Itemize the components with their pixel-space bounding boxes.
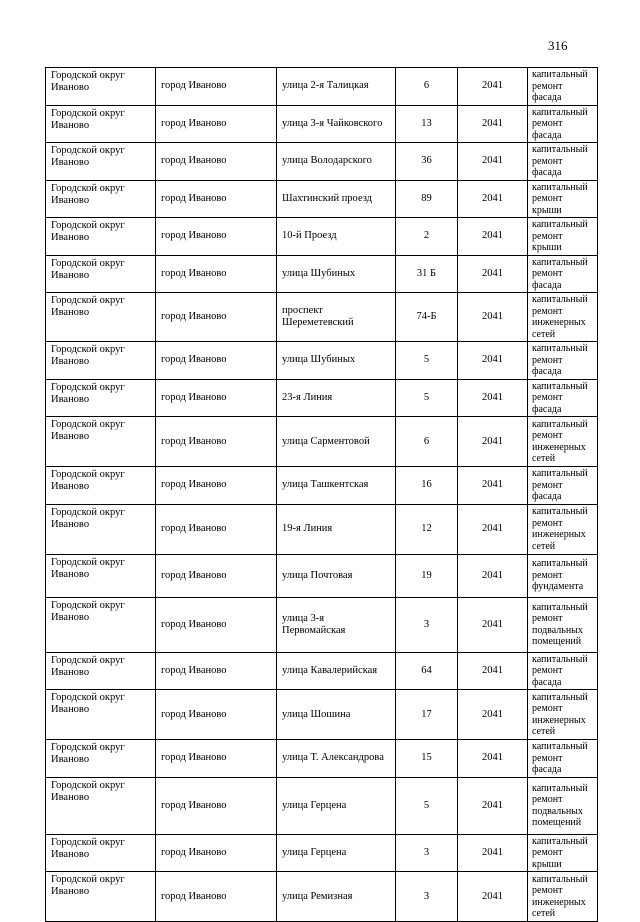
district-cell: Городской округ Иваново: [46, 143, 156, 181]
house-number-cell: 89: [396, 180, 458, 218]
work-type-cell: капитальный ремонт фасада: [528, 740, 598, 778]
district-cell: Городской округ Иваново: [46, 68, 156, 106]
work-type-cell: капитальный ремонт подвальных помещений: [528, 777, 598, 834]
city-cell: город Иваново: [156, 467, 277, 505]
year-cell: 2041: [458, 467, 528, 505]
street-cell: Шахтинский проезд: [277, 180, 396, 218]
work-type-cell: капитальный ремонт фасада: [528, 652, 598, 690]
district-cell: Городской округ Иваново: [46, 255, 156, 293]
district-cell: Городской округ Иваново: [46, 105, 156, 143]
house-number-cell: 74-Б: [396, 293, 458, 342]
district-cell: Городской округ Иваново: [46, 872, 156, 922]
work-type-cell: капитальный ремонт крыши: [528, 180, 598, 218]
table-row: [46, 554, 598, 597]
year-cell: 2041: [458, 379, 528, 417]
district-cell: Городской округ Иваново: [46, 293, 156, 342]
table-row: [46, 105, 598, 143]
house-number-cell: 3: [396, 872, 458, 922]
table-row: [46, 342, 598, 380]
work-type-cell: капитальный ремонт инженерных сетей: [528, 293, 598, 342]
street-cell: улица 2-я Талицкая: [277, 68, 396, 106]
street-cell: улица Ташкентская: [277, 467, 396, 505]
city-cell: город Иваново: [156, 652, 277, 690]
city-cell: город Иваново: [156, 255, 277, 293]
page-number: 316: [548, 38, 568, 53]
year-cell: 2041: [458, 255, 528, 293]
district-cell: Городской округ Иваново: [46, 379, 156, 417]
year-cell: 2041: [458, 872, 528, 922]
city-cell: город Иваново: [156, 143, 277, 181]
table-row: [46, 180, 598, 218]
work-type-cell: капитальный ремонт инженерных сетей: [528, 504, 598, 554]
year-cell: 2041: [458, 342, 528, 380]
street-cell: улица Шубиных: [277, 342, 396, 380]
street-cell: улица 3-я Первомайская: [277, 597, 396, 652]
district-cell: Городской округ Иваново: [46, 218, 156, 256]
year-cell: 2041: [458, 504, 528, 554]
table-row: [46, 740, 598, 778]
street-cell: улица Володарского: [277, 143, 396, 181]
city-cell: город Иваново: [156, 740, 277, 778]
district-cell: Городской округ Иваново: [46, 740, 156, 778]
city-cell: город Иваново: [156, 218, 277, 256]
year-cell: 2041: [458, 740, 528, 778]
work-type-cell: капитальный ремонт крыши: [528, 834, 598, 872]
table-row: [46, 467, 598, 505]
street-cell: проспект Шереметевский: [277, 293, 396, 342]
house-number-cell: 3: [396, 597, 458, 652]
table-row: [46, 597, 598, 652]
table-row: [46, 504, 598, 554]
street-cell: улица Герцена: [277, 834, 396, 872]
city-cell: город Иваново: [156, 180, 277, 218]
house-number-cell: 31 Б: [396, 255, 458, 293]
city-cell: город Иваново: [156, 417, 277, 467]
work-type-cell: капитальный ремонт фасада: [528, 255, 598, 293]
district-cell: Городской округ Иваново: [46, 504, 156, 554]
work-type-cell: капитальный ремонт крыши: [528, 218, 598, 256]
house-number-cell: 64: [396, 652, 458, 690]
year-cell: 2041: [458, 218, 528, 256]
district-cell: Городской округ Иваново: [46, 467, 156, 505]
street-cell: улица 3-я Чайковского: [277, 105, 396, 143]
house-number-cell: 15: [396, 740, 458, 778]
year-cell: 2041: [458, 143, 528, 181]
house-number-cell: 16: [396, 467, 458, 505]
table-row: [46, 379, 598, 417]
street-cell: улица Ремизная: [277, 872, 396, 922]
table-row: [46, 834, 598, 872]
year-cell: 2041: [458, 597, 528, 652]
work-type-cell: капитальный ремонт фасада: [528, 379, 598, 417]
street-cell: улица Сарментовой: [277, 417, 396, 467]
city-cell: город Иваново: [156, 68, 277, 106]
street-cell: 19-я Линия: [277, 504, 396, 554]
year-cell: 2041: [458, 690, 528, 740]
year-cell: 2041: [458, 777, 528, 834]
work-type-cell: капитальный ремонт фасада: [528, 143, 598, 181]
street-cell: улица Шубиных: [277, 255, 396, 293]
table-row: [46, 218, 598, 256]
work-type-cell: капитальный ремонт фундамента: [528, 554, 598, 597]
table-row: [46, 255, 598, 293]
house-number-cell: 5: [396, 379, 458, 417]
table-row: [46, 690, 598, 740]
table-row: [46, 777, 598, 834]
house-number-cell: 12: [396, 504, 458, 554]
district-cell: Городской округ Иваново: [46, 597, 156, 652]
house-number-cell: 3: [396, 834, 458, 872]
work-type-cell: капитальный ремонт инженерных сетей: [528, 690, 598, 740]
district-cell: Городской округ Иваново: [46, 342, 156, 380]
house-number-cell: 6: [396, 68, 458, 106]
table-row: [46, 652, 598, 690]
year-cell: 2041: [458, 68, 528, 106]
year-cell: 2041: [458, 417, 528, 467]
work-type-cell: капитальный ремонт фасада: [528, 105, 598, 143]
repair-schedule-table: [45, 67, 598, 922]
house-number-cell: 13: [396, 105, 458, 143]
city-cell: город Иваново: [156, 293, 277, 342]
city-cell: город Иваново: [156, 834, 277, 872]
year-cell: 2041: [458, 834, 528, 872]
city-cell: город Иваново: [156, 690, 277, 740]
city-cell: город Иваново: [156, 597, 277, 652]
table-row: [46, 68, 598, 106]
city-cell: город Иваново: [156, 777, 277, 834]
city-cell: город Иваново: [156, 504, 277, 554]
table-row: [46, 417, 598, 467]
table-row: [46, 143, 598, 181]
house-number-cell: 17: [396, 690, 458, 740]
street-cell: улица Т. Александрова: [277, 740, 396, 778]
city-cell: город Иваново: [156, 379, 277, 417]
district-cell: Городской округ Иваново: [46, 777, 156, 834]
street-cell: улица Шошина: [277, 690, 396, 740]
year-cell: 2041: [458, 105, 528, 143]
city-cell: город Иваново: [156, 872, 277, 922]
district-cell: Городской округ Иваново: [46, 180, 156, 218]
work-type-cell: капитальный ремонт фасада: [528, 68, 598, 106]
year-cell: 2041: [458, 293, 528, 342]
house-number-cell: 19: [396, 554, 458, 597]
district-cell: Городской округ Иваново: [46, 690, 156, 740]
year-cell: 2041: [458, 180, 528, 218]
work-type-cell: капитальный ремонт инженерных сетей: [528, 872, 598, 922]
city-cell: город Иваново: [156, 105, 277, 143]
street-cell: 23-я Линия: [277, 379, 396, 417]
district-cell: Городской округ Иваново: [46, 652, 156, 690]
house-number-cell: 6: [396, 417, 458, 467]
city-cell: город Иваново: [156, 554, 277, 597]
street-cell: 10-й Проезд: [277, 218, 396, 256]
work-type-cell: капитальный ремонт подвальных помещений: [528, 597, 598, 652]
street-cell: улица Почтовая: [277, 554, 396, 597]
year-cell: 2041: [458, 554, 528, 597]
street-cell: улица Герцена: [277, 777, 396, 834]
work-type-cell: капитальный ремонт инженерных сетей: [528, 417, 598, 467]
table-row: [46, 872, 598, 922]
city-cell: город Иваново: [156, 342, 277, 380]
house-number-cell: 5: [396, 777, 458, 834]
house-number-cell: 5: [396, 342, 458, 380]
work-type-cell: капитальный ремонт фасада: [528, 342, 598, 380]
district-cell: Городской округ Иваново: [46, 554, 156, 597]
district-cell: Городской округ Иваново: [46, 834, 156, 872]
street-cell: улица Кавалерийская: [277, 652, 396, 690]
work-type-cell: капитальный ремонт фасада: [528, 467, 598, 505]
house-number-cell: 2: [396, 218, 458, 256]
district-cell: Городской округ Иваново: [46, 417, 156, 467]
year-cell: 2041: [458, 652, 528, 690]
house-number-cell: 36: [396, 143, 458, 181]
table-row: [46, 293, 598, 342]
